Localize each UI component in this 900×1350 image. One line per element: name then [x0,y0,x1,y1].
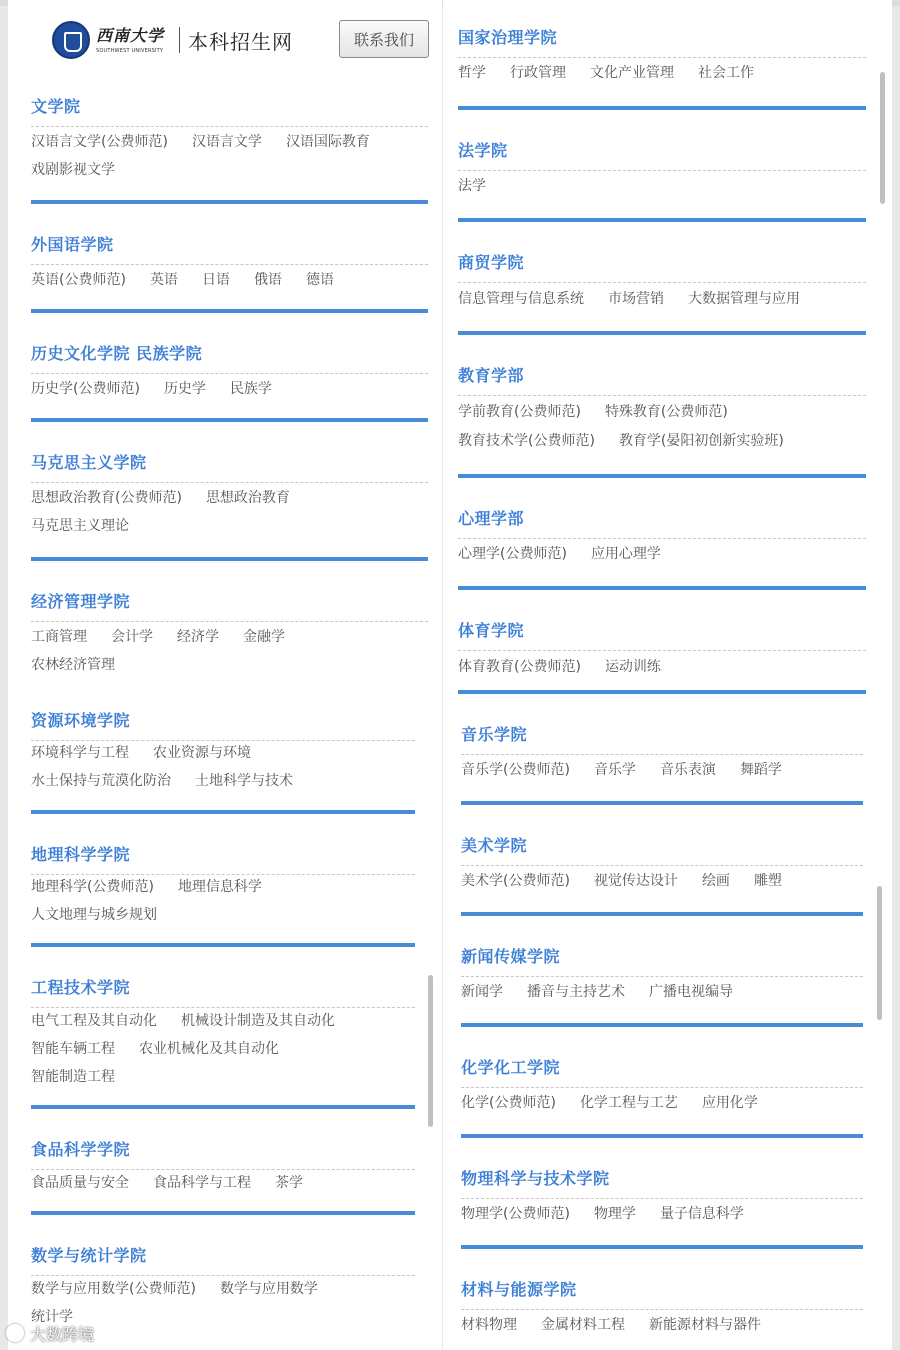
watermark-text: 大数跨境 [30,1324,95,1344]
major-link[interactable]: 俄语 [253,272,282,288]
major-link[interactable]: 金属材料工程 [541,1317,625,1333]
major-link[interactable]: 农林经济管理 [31,657,115,673]
major-link[interactable]: 应用化学 [701,1095,758,1111]
dashed-divider [458,395,866,396]
scrollbar-thumb[interactable] [877,886,882,1020]
major-link[interactable]: 播音与主持艺术 [527,984,625,1000]
university-logo-icon[interactable] [52,21,90,59]
major-link[interactable]: 人文地理与城乡规划 [31,907,157,923]
scrollbar-thumb[interactable] [428,975,433,1127]
college-title[interactable]: 化学化工学院 [461,1058,561,1077]
left-column [8,0,442,1350]
major-link[interactable]: 汉语言文学(公费师范) [31,134,168,150]
major-row [31,654,139,676]
section-divider [461,1245,863,1249]
major-row [31,515,153,537]
major-link[interactable]: 音乐学(公费师范) [461,762,570,778]
major-link[interactable]: 日语 [201,272,230,288]
college-title[interactable]: 新闻传媒学院 [461,947,561,966]
college-title[interactable]: 美术学院 [461,836,528,855]
major-link[interactable]: 思想政治教育 [205,490,290,506]
major-link[interactable]: 地理信息科学 [177,879,262,895]
section-divider [461,1023,863,1027]
college-title[interactable]: 心理学部 [458,509,525,528]
section-divider [458,474,866,478]
major-link[interactable]: 民族学 [229,381,272,397]
right-column [443,0,892,1350]
college-title[interactable]: 数学与统计学院 [31,1246,147,1265]
site-header [52,19,442,61]
dashed-divider [458,57,866,58]
college-title[interactable]: 物理科学与技术学院 [461,1169,610,1188]
major-link[interactable]: 英语(公费师范) [31,272,126,288]
major-link[interactable]: 新闻学 [461,984,503,1000]
section-divider [458,690,866,694]
major-row [31,487,314,509]
major-link[interactable]: 智能车辆工程 [31,1041,115,1057]
dashed-divider [461,1309,863,1310]
major-row [31,770,317,792]
section-divider [31,557,428,561]
major-link[interactable]: 社会工作 [698,65,754,81]
major-link[interactable]: 化学工程与工艺 [579,1095,678,1111]
major-link[interactable]: 音乐表演 [659,762,716,778]
major-row [461,1092,782,1114]
major-link[interactable]: 哲学 [458,65,486,81]
major-link[interactable]: 美术学(公费师范) [461,873,570,889]
major-link[interactable]: 汉语国际教育 [285,134,370,150]
major-link[interactable]: 食品科学与工程 [153,1175,251,1191]
major-row [458,401,752,423]
major-link[interactable]: 体育教育(公费师范) [458,659,581,675]
logo-en: SOUTHWEST UNIVERSITY [96,48,164,54]
major-link[interactable]: 应用心理学 [590,546,661,562]
dashed-divider [31,126,428,127]
major-link[interactable]: 教育学(晏阳初创新实验班) [618,433,784,449]
major-row [458,62,778,84]
dashed-divider [31,740,415,741]
college-title[interactable]: 经济管理学院 [31,592,131,611]
college-title[interactable]: 历史文化学院 民族学院 [31,344,203,363]
major-row [31,626,309,648]
major-link[interactable]: 法学 [458,178,486,194]
major-row [31,1066,139,1088]
dashed-divider [458,170,866,171]
major-link[interactable]: 大数据管理与应用 [688,291,800,307]
major-link[interactable]: 会计学 [111,629,153,645]
major-row [31,1278,342,1300]
dashed-divider [31,621,428,622]
dashed-divider [461,1087,863,1088]
major-link[interactable]: 行政管理 [510,65,566,81]
section-divider [458,331,866,335]
major-link[interactable]: 信息管理与信息系统 [458,291,584,307]
dashed-divider [31,482,428,483]
section-divider [461,1134,863,1138]
section-divider [31,943,415,947]
college-title[interactable]: 工程技术学院 [31,978,131,997]
major-link[interactable]: 水土保持与荒漠化防治 [31,773,171,789]
major-link[interactable]: 统计学 [31,1309,73,1325]
major-row [458,175,510,197]
major-link[interactable]: 数学与应用数学(公费师范) [31,1281,196,1297]
major-link[interactable]: 文化产业管理 [590,65,674,81]
major-link[interactable]: 机械设计制造及其自动化 [181,1013,335,1029]
major-link[interactable]: 绘画 [701,873,730,889]
college-title[interactable]: 外国语学院 [31,235,114,254]
major-link[interactable]: 教育技术学(公费师范) [458,433,595,449]
section-divider [31,418,428,422]
dashed-divider [31,373,428,374]
college-title[interactable]: 地理科学学院 [31,845,131,864]
major-row [31,131,394,153]
major-row [461,759,806,781]
major-link[interactable]: 环境科学与工程 [31,745,129,761]
college-title[interactable]: 马克思主义学院 [31,453,147,472]
major-link[interactable]: 地理科学(公费师范) [31,879,154,895]
section-divider [31,1105,415,1109]
section-divider [458,218,866,222]
dashed-divider [461,754,863,755]
dashed-divider [31,1275,415,1276]
major-link[interactable]: 材料物理 [461,1317,517,1333]
major-link[interactable]: 雕塑 [753,873,782,889]
major-link[interactable]: 戏剧影视文学 [31,162,115,178]
major-link[interactable]: 食品质量与安全 [31,1175,129,1191]
major-row [31,1172,327,1194]
major-link[interactable]: 市场营销 [608,291,664,307]
dashed-divider [461,865,863,866]
major-row [31,1038,303,1060]
college-title[interactable]: 法学院 [458,141,508,160]
section-divider [458,586,866,590]
major-link[interactable]: 工商管理 [31,629,87,645]
section-divider [461,912,863,916]
major-row [458,430,808,452]
section-divider [31,309,428,313]
major-link[interactable]: 学前教育(公费师范) [458,404,581,420]
major-link[interactable]: 土地科学与技术 [195,773,293,789]
major-link[interactable]: 新能源材料与器件 [649,1317,761,1333]
major-link[interactable]: 马克思主义理论 [31,518,129,534]
dashed-divider [31,264,428,265]
college-title[interactable]: 体育学院 [458,621,525,640]
scrollbar-thumb[interactable] [880,72,885,204]
major-row [31,904,181,926]
dashed-divider [458,650,866,651]
section-divider [31,1211,415,1215]
college-title[interactable]: 教育学部 [458,366,525,385]
site-title[interactable]: 本科招生网 [188,30,293,54]
major-link[interactable]: 德语 [305,272,334,288]
major-row [461,1314,785,1336]
major-row [458,656,685,678]
section-divider [458,106,866,110]
major-link[interactable]: 视觉传达设计 [593,873,678,889]
watermark [6,1320,94,1346]
major-link[interactable]: 化学(公费师范) [461,1095,556,1111]
major-row [31,1010,359,1032]
dashed-divider [458,282,866,283]
major-link[interactable]: 智能制造工程 [31,1069,115,1085]
major-link[interactable]: 心理学(公费师范) [458,546,567,562]
dashed-divider [31,1007,415,1008]
section-divider [31,810,415,814]
major-link[interactable]: 量子信息科学 [659,1206,744,1222]
major-link[interactable]: 英语 [149,272,178,288]
major-row [31,876,286,898]
major-link[interactable]: 农业机械化及其自动化 [139,1041,279,1057]
major-row [31,269,358,291]
major-link[interactable]: 音乐学 [593,762,636,778]
dashed-divider [31,1169,415,1170]
dashed-divider [461,976,863,977]
logo-cn: 西南大学 [96,26,165,45]
major-row [31,159,139,181]
college-title[interactable]: 资源环境学院 [31,711,131,730]
college-title[interactable]: 材料与能源学院 [461,1280,577,1299]
major-link[interactable]: 物理学 [593,1206,636,1222]
major-row [461,1203,768,1225]
major-link[interactable]: 运动训练 [604,659,661,675]
major-link[interactable]: 汉语言文学 [191,134,262,150]
major-row [31,378,296,400]
major-row [461,870,806,892]
major-row [458,288,824,310]
camera-icon [6,1324,24,1342]
major-link[interactable]: 思想政治教育(公费师范) [31,490,182,506]
major-link[interactable]: 经济学 [177,629,219,645]
major-link[interactable]: 广播电视编导 [649,984,733,1000]
major-link[interactable]: 茶学 [275,1175,303,1191]
major-row [461,981,757,1003]
major-link[interactable]: 舞蹈学 [739,762,782,778]
major-link[interactable]: 数学与应用数学 [219,1281,318,1297]
contact-button[interactable]: 联系我们 [339,20,429,58]
university-wordmark[interactable] [96,23,172,57]
major-link[interactable]: 农业资源与环境 [153,745,251,761]
section-divider [461,801,863,805]
dashed-divider [458,538,866,539]
header-divider [179,27,180,53]
college-title[interactable]: 国家治理学院 [458,28,558,47]
dashed-divider [31,874,415,875]
major-link[interactable]: 金融学 [243,629,285,645]
dashed-divider [461,1198,863,1199]
section-divider [31,200,428,204]
college-title[interactable]: 音乐学院 [461,725,528,744]
college-title[interactable]: 文学院 [31,97,81,116]
major-link[interactable]: 物理学(公费师范) [461,1206,570,1222]
major-row [458,543,685,565]
major-row [31,742,275,764]
major-link[interactable]: 电气工程及其自动化 [31,1013,157,1029]
college-title[interactable]: 食品科学学院 [31,1140,131,1159]
college-title[interactable]: 商贸学院 [458,253,525,272]
major-link[interactable]: 历史学(公费师范) [31,381,140,397]
major-link[interactable]: 历史学 [163,381,206,397]
major-link[interactable]: 特殊教育(公费师范) [604,404,728,420]
